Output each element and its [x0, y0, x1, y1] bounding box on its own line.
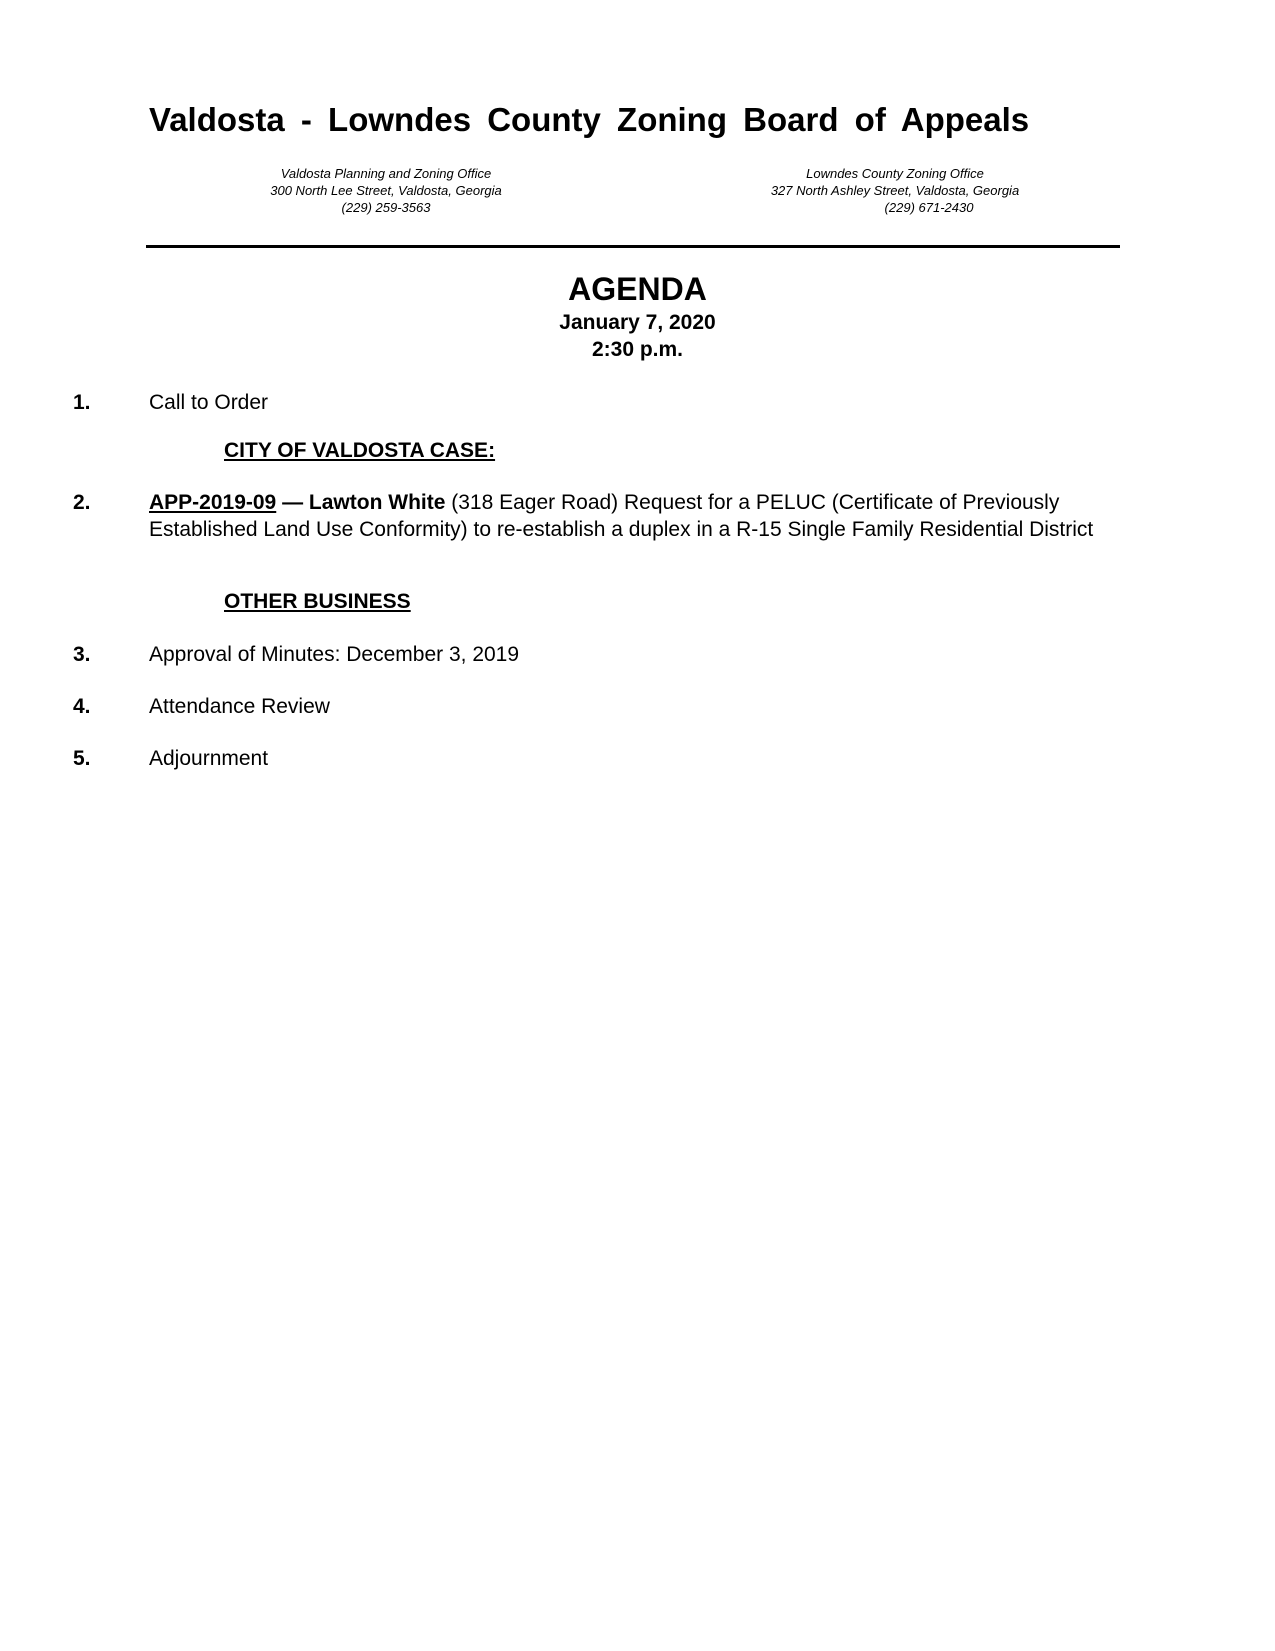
case-description: (318 Eager Road) Request for a PELUC (Certificate of Previously Established Land Use Conformity) to re-establish a duplex in a R-15 Single Family Residential District	[149, 491, 1094, 541]
case-separator: —	[276, 491, 309, 514]
header-divider	[146, 245, 1120, 248]
office-address: 327 North Ashley Street, Valdosta, Georgia	[770, 183, 1020, 198]
board-title: Valdosta - Lowndes County Zoning Board of Appeals	[149, 101, 1030, 138]
section-heading-other-business: OTHER BUSINESS	[224, 590, 411, 613]
agenda-title: AGENDA	[568, 271, 707, 307]
agenda-time: 2:30 p.m.	[591, 338, 684, 361]
office-phone: (229) 259-3563	[341, 200, 431, 215]
item-number: 2.	[73, 491, 91, 514]
office-phone: (229) 671-2430	[884, 200, 974, 215]
item-number: 3.	[73, 643, 91, 666]
agenda-date: January 7, 2020	[559, 311, 716, 334]
case-item-text	[149, 489, 1099, 543]
item-text: Attendance Review	[149, 695, 330, 718]
case-id: APP-2019-09	[149, 491, 277, 514]
section-heading-city-case: CITY OF VALDOSTA CASE:	[224, 439, 496, 462]
valdosta-office-block	[236, 165, 536, 216]
item-text: Approval of Minutes: December 3, 2019	[149, 643, 520, 666]
office-address: 300 North Lee Street, Valdosta, Georgia	[270, 183, 502, 198]
item-text: Call to Order	[149, 391, 269, 414]
item-number: 4.	[73, 695, 91, 718]
office-name: Lowndes County Zoning Office	[806, 166, 984, 181]
item-text: Adjournment	[149, 747, 269, 770]
applicant-name: Lawton White	[308, 491, 446, 514]
item-number: 5.	[73, 747, 91, 770]
item-number: 1.	[73, 391, 91, 414]
office-name: Valdosta Planning and Zoning Office	[280, 166, 492, 181]
lowndes-office-block	[735, 165, 1055, 216]
